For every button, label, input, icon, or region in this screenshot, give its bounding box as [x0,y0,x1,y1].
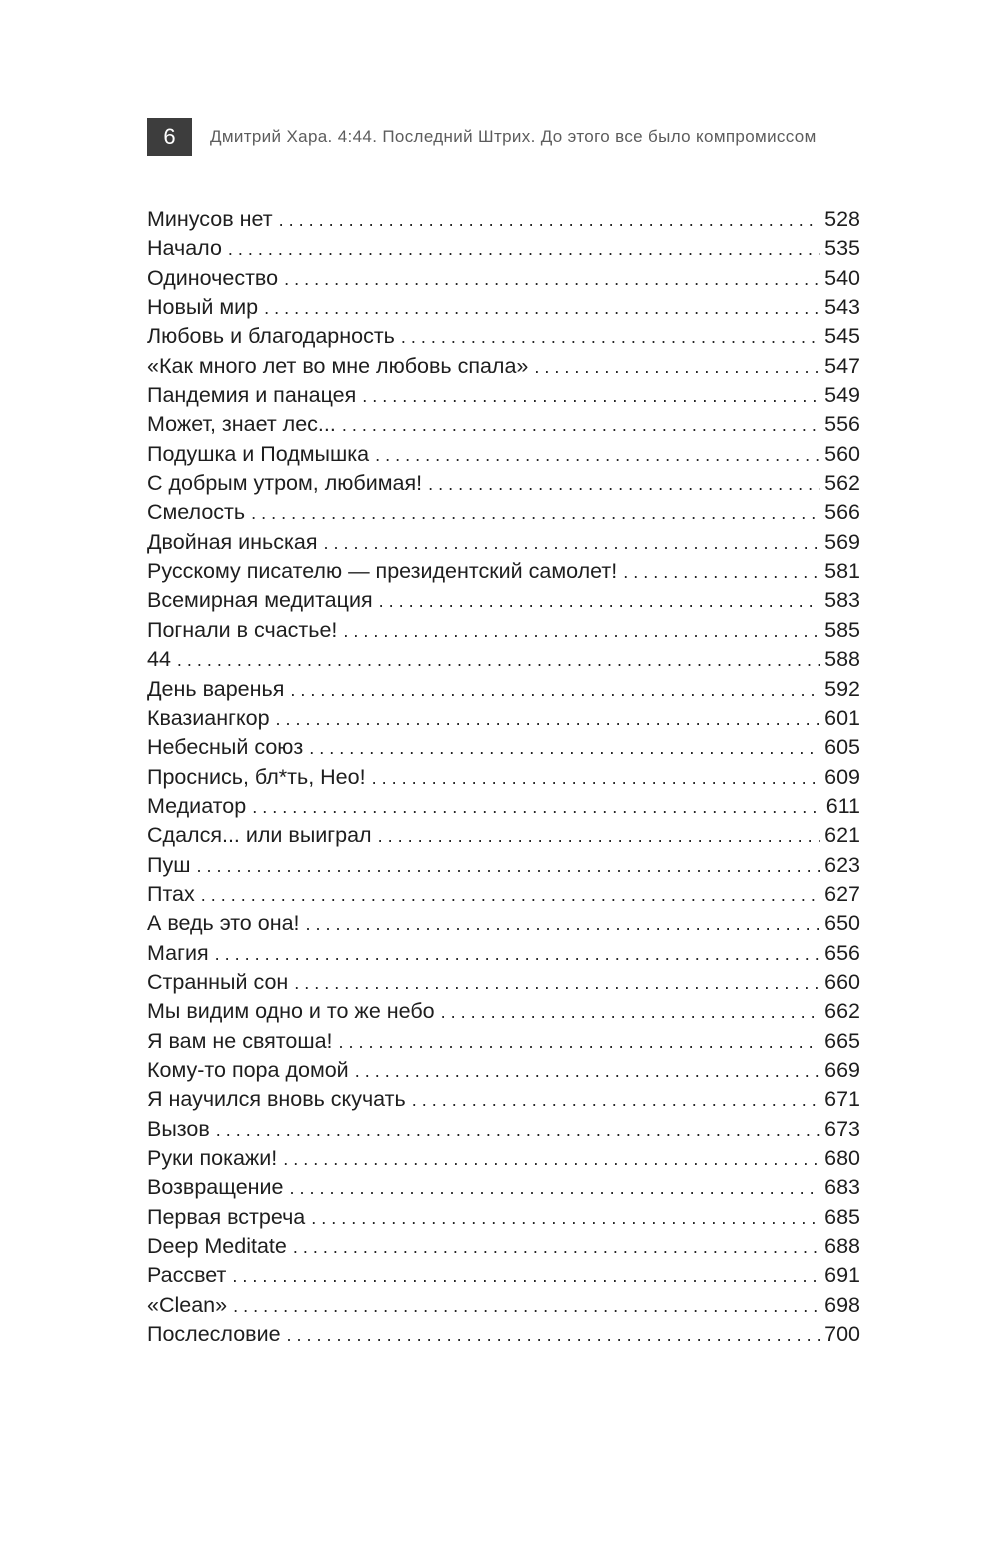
toc-entry-page: 680 [824,1146,860,1170]
toc-entry-title: Минусов нет [147,207,273,231]
toc-entry[interactable] [147,586,860,615]
dot-leader [412,1086,820,1115]
dot-leader [196,852,820,881]
toc-entry[interactable] [147,1115,860,1144]
toc-entry[interactable] [147,234,860,263]
toc-entry-page: 560 [824,441,860,466]
toc-entry-page: 662 [824,999,860,1024]
toc-entry-title: Всемирная медитация [147,588,373,613]
toc-entry-page: 650 [824,911,860,936]
dot-leader [428,470,820,499]
toc-entry[interactable] [147,1085,860,1114]
toc-entry-page: 611 [825,793,860,818]
toc-entry-page: 545 [824,324,860,349]
toc-entry-title: Deep Meditate [147,1234,287,1259]
toc-entry-title: Мы видим одно и то же небо [147,999,435,1024]
dot-leader [623,558,820,587]
toc-entry[interactable] [147,733,860,762]
toc-entry-page: 601 [824,705,860,730]
toc-entry-title: Медиатор [147,793,247,818]
toc-entry[interactable] [147,792,860,821]
toc-entry-title: Проснись, бл*ть, Нео! [147,764,366,789]
toc-entry[interactable] [147,1144,860,1173]
dot-leader [375,441,820,470]
toc-entry-title: Двойная иньская [147,529,318,554]
toc-entry[interactable] [147,909,860,938]
dot-leader [441,998,821,1027]
dot-leader [233,1292,820,1321]
toc-entry-title: Квазиангкор [147,705,270,730]
toc-entry-page: 585 [824,617,860,642]
toc-entry-page: 581 [824,559,860,584]
toc-entry-title: Странный сон [147,969,289,994]
toc-entry[interactable] [147,997,860,1026]
toc-entry-page: 556 [824,412,860,437]
toc-entry[interactable] [147,381,860,410]
toc-entry-page: 543 [824,295,860,320]
dot-leader [216,1116,820,1145]
toc-entry-page: 609 [824,764,860,789]
toc-entry-title: Пандемия и панацея [147,383,357,408]
dot-leader [534,353,820,382]
dot-leader [290,1174,821,1203]
toc-entry[interactable] [147,645,860,674]
dot-leader [372,764,821,793]
toc-entry-title: Руки покажи! [147,1146,278,1170]
toc-entry[interactable] [147,528,860,557]
toc-entry-page: 656 [824,940,860,965]
toc-entry[interactable] [147,498,860,527]
toc-entry-title: 44 [147,647,171,672]
toc-entry[interactable] [147,1203,860,1232]
running-head: Дмитрий Хара. 4:44. Последний Штрих. До этого все было компромиссом [210,127,817,146]
dot-leader [228,235,820,264]
dot-leader [177,646,820,675]
toc-entry-page: 665 [824,1028,860,1053]
toc-entry-page: 549 [824,383,860,408]
toc-entry-title: Может, знает лес... [147,412,336,437]
toc-entry-title: Магия [147,940,209,965]
toc-entry[interactable] [147,616,860,645]
toc-entry-page: 660 [824,969,860,994]
toc-entry[interactable] [147,205,860,234]
toc-entry-page: 688 [824,1234,860,1259]
toc-entry-title: А ведь это она! [147,911,300,936]
toc-entry[interactable] [147,968,860,997]
toc-entry-page: 566 [824,500,860,525]
toc-entry-page: 583 [824,588,860,613]
toc-entry[interactable] [147,293,860,322]
toc-entry-title: Новый мир [147,295,259,320]
toc-entry-title: Я научился вновь скучать [147,1087,406,1112]
toc-entry[interactable] [147,264,860,293]
toc-entry[interactable] [147,675,860,704]
dot-leader [290,676,820,705]
toc-entry-title: Любовь и благодарность [147,324,395,349]
toc-entry-page: 562 [824,471,860,496]
toc-entry[interactable] [147,322,860,351]
toc-entry-page: 698 [824,1292,860,1317]
dot-leader [287,1321,821,1350]
dot-leader [201,881,820,910]
toc-entry-title: Я вам не святоша! [147,1028,333,1053]
toc-entry-title: Кому-то пора домой [147,1057,349,1082]
toc-entry-title: Подушка и Подмышка [147,441,370,466]
toc-entry[interactable] [147,440,860,469]
toc-entry[interactable] [147,557,860,586]
toc-entry-title: Вызов [147,1116,210,1141]
toc-entry-page: 592 [824,676,860,701]
toc-entry[interactable] [147,851,860,880]
toc-entry-page: 700 [824,1322,860,1347]
toc-entry-page: 547 [824,353,860,378]
toc-entry-page: 685 [824,1204,860,1229]
page-number: 6 [147,118,192,156]
dot-leader [323,529,820,558]
dot-leader [379,587,821,616]
dot-leader [283,1145,820,1174]
toc-entry[interactable] [147,880,860,909]
toc-entry-page: 569 [824,529,860,554]
toc-entry-page: 588 [824,647,860,672]
toc-entry-title: Сдался... или выиграл [147,823,372,848]
dot-leader [215,940,821,969]
toc-entry-page: 535 [824,236,860,261]
toc-entry-page: 605 [824,735,860,760]
toc-entry-title: «Clean» [147,1292,228,1317]
toc-entry-page: 621 [824,823,860,848]
toc-entry-page: 623 [824,852,860,877]
toc-entry-title: Русскому писателю — президентский самолет! [147,559,618,584]
toc-entry-title: Рассвет [147,1263,227,1288]
dot-leader [342,411,820,440]
dot-leader [252,793,822,822]
toc-entry-page: 540 [824,265,860,290]
toc-entry-page: 671 [824,1087,860,1112]
dot-leader [284,265,820,294]
toc-entry-title: Птах [147,881,195,906]
toc-entry[interactable] [147,352,860,381]
toc-entry-title: Погнали в счастье! [147,617,338,642]
toc-entry[interactable] [147,1173,860,1202]
toc-entry[interactable] [147,763,860,792]
dot-leader [279,206,821,235]
toc-entry-title: Начало [147,236,222,261]
toc-entry[interactable] [147,939,860,968]
dot-leader [309,734,820,763]
toc-entry-title: Смелость [147,500,246,525]
dot-leader [264,294,820,323]
toc-entry-title: «Как много лет во мне любовь спала» [147,353,529,378]
toc-entry[interactable] [147,1261,860,1290]
toc-entry[interactable] [147,1056,860,1085]
toc-entry-title: Небесный союз [147,735,304,760]
toc-entry[interactable] [147,1320,860,1349]
toc-entry[interactable] [147,1291,860,1320]
dot-leader [293,1233,820,1262]
dot-leader [378,822,821,851]
toc-entry-title: С добрым утром, любимая! [147,471,423,496]
table-of-contents [147,205,860,1349]
toc-entry[interactable] [147,1027,860,1056]
toc-entry-page: 627 [824,881,860,906]
dot-leader [306,910,821,939]
toc-entry[interactable] [147,704,860,733]
toc-entry[interactable] [147,1232,860,1261]
dot-leader [339,1028,821,1057]
dot-leader [232,1262,820,1291]
dot-leader [343,617,820,646]
dot-leader [251,499,820,528]
toc-entry[interactable] [147,410,860,439]
toc-entry-page: 683 [824,1175,860,1200]
dot-leader [355,1057,820,1086]
dot-leader [294,969,820,998]
toc-entry-title: Одиночество [147,265,279,290]
toc-entry[interactable] [147,469,860,498]
dot-leader [401,323,820,352]
toc-entry-page: 691 [824,1263,860,1288]
toc-entry-title: День варенья [147,676,285,701]
toc-entry-title: Возвращение [147,1175,284,1200]
toc-entry-page: 673 [824,1116,860,1141]
toc-entry-page: 528 [824,207,860,231]
dot-leader [362,382,820,411]
page-header [147,118,817,156]
toc-entry-page: 669 [824,1057,860,1082]
toc-entry[interactable] [147,821,860,850]
dot-leader [276,705,821,734]
toc-entry-title: Первая встреча [147,1204,306,1229]
dot-leader [311,1204,820,1233]
toc-entry-title: Пуш [147,852,191,877]
toc-entry-title: Послесловие [147,1322,281,1347]
